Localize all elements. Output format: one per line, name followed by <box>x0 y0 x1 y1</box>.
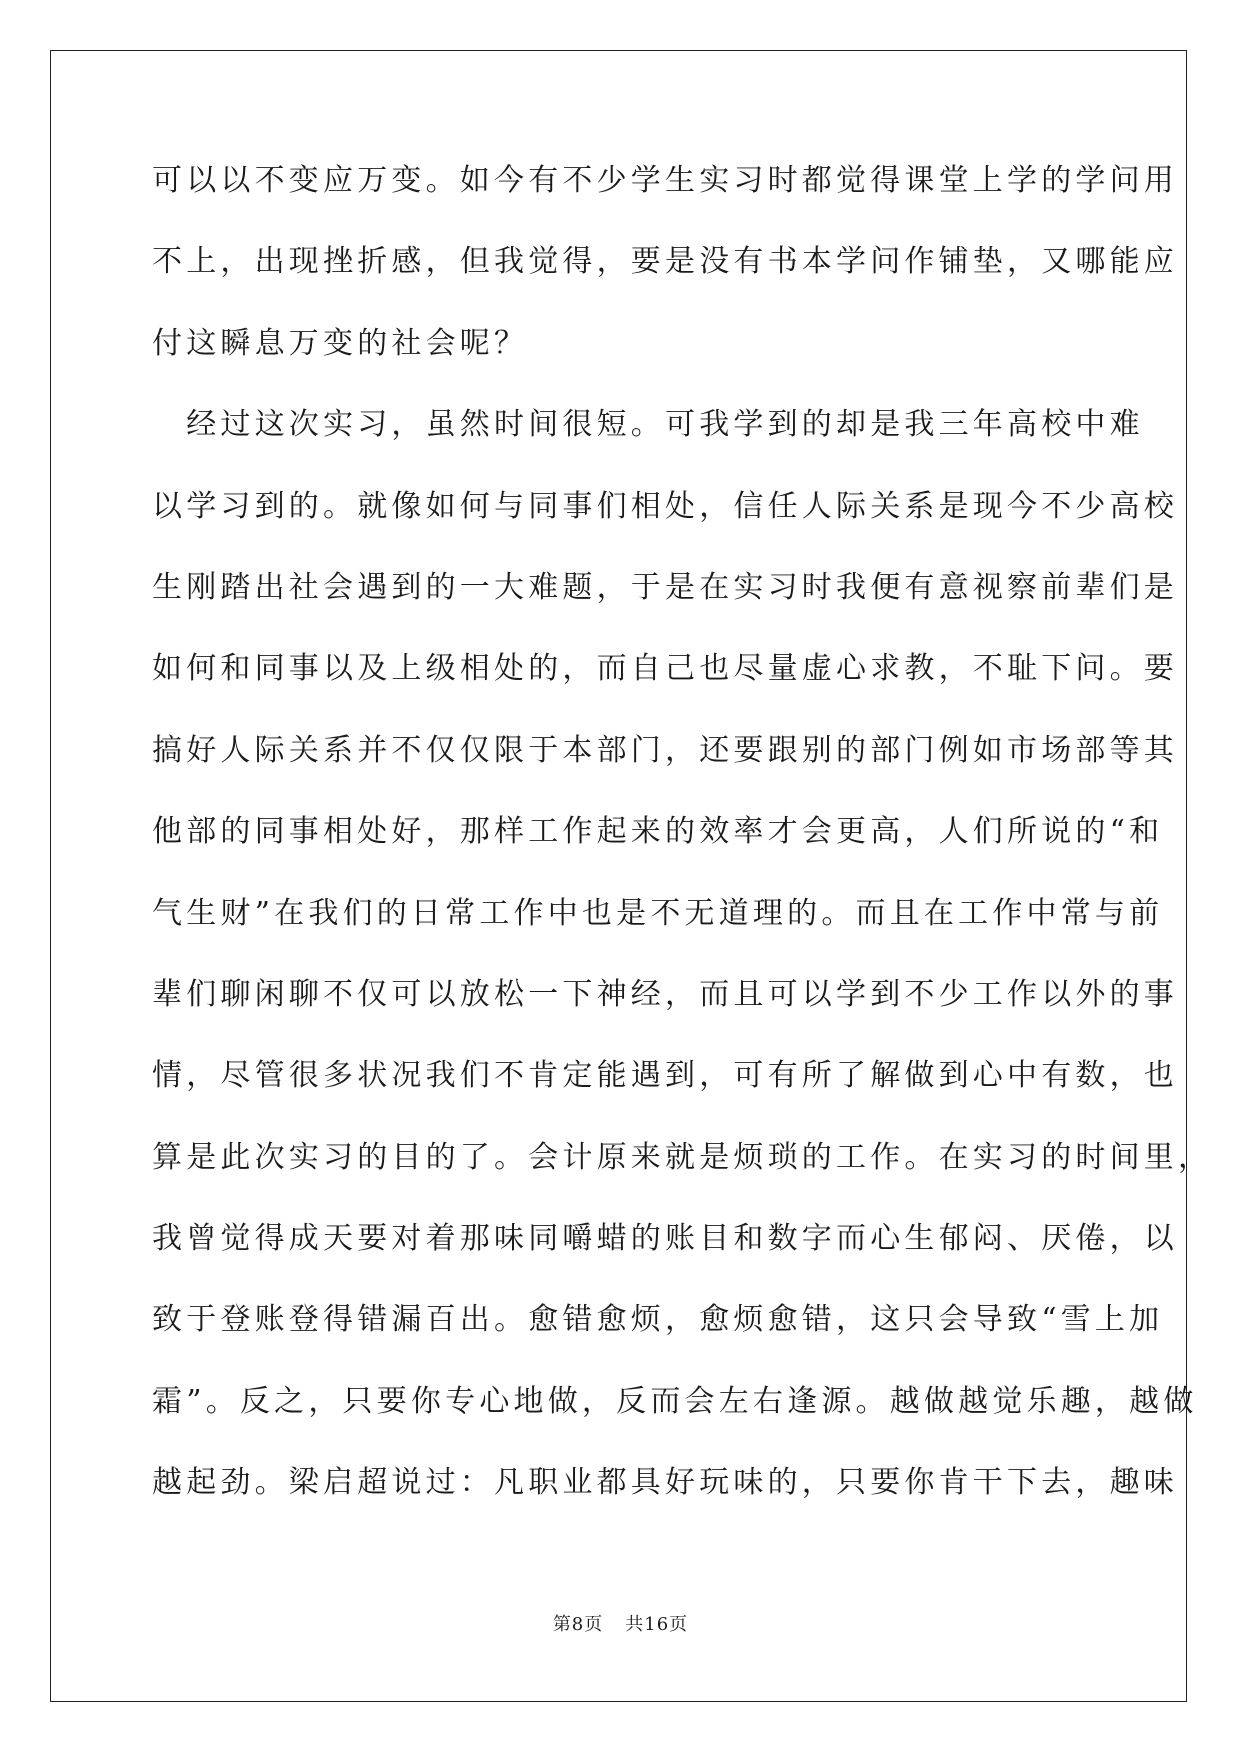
text-line: 生刚踏出社会遇到的一大难题，于是在实习时我便有意视察前辈们是 <box>152 569 1178 605</box>
page-footer <box>0 1610 1241 1636</box>
text-line: 气生财”在我们的日常工作中也是不无道理的。而且在工作中常与前 <box>152 895 1164 931</box>
text-line: 情，尽管很多状况我们不肯定能遇到，可有所了解做到心中有数，也 <box>152 1058 1178 1094</box>
text-line: 以学习到的。就像如何与同事们相处，信任人际关系是现今不少高校 <box>152 488 1178 524</box>
text-line: 不上，出现挫折感，但我觉得，要是没有书本学问作铺垫，又哪能应 <box>152 244 1178 280</box>
text-line: 可以以不变应万变。如今有不少学生实习时都觉得课堂上学的学问用 <box>152 163 1178 198</box>
document-body <box>152 158 1213 1542</box>
text-line: 算是此次实习的目的了。会计原来就是烦琐的工作。在实习的时间里， <box>152 1139 1213 1175</box>
text-line: 霜”。反之，只要你专心地做，反而会左右逢源。越做越觉乐趣，越做 <box>152 1383 1198 1419</box>
text-line: 付这瞬息万变的社会呢？ <box>152 325 529 361</box>
page-number: 第8页 <box>552 1614 604 1635</box>
page-total: 共16页 <box>625 1614 689 1635</box>
text-line: 致于登账登得错漏百出。愈错愈烦，愈烦愈错，这只会导致“雪上加 <box>152 1302 1164 1338</box>
text-line: 如何和同事以及上级相处的，而自己也尽量虚心求教，不耻下问。要 <box>152 651 1178 687</box>
text-line: 经过这次实习，虽然时间很短。可我学到的却是我三年高校中难 <box>152 407 1144 443</box>
text-line: 我曾觉得成天要对着那味同嚼蜡的账目和数字而心生郁闷、厌倦，以 <box>152 1221 1178 1257</box>
text-line: 搞好人际关系并不仅仅限于本部门，还要跟别的部门例如市场部等其 <box>152 732 1178 768</box>
text-line: 越起劲。梁启超说过：凡职业都具好玩味的，只要你肯干下去，趣味 <box>152 1465 1178 1501</box>
text-line: 他部的同事相处好，那样工作起来的效率才会更高，人们所说的“和 <box>152 814 1164 850</box>
text-line: 辈们聊闲聊不仅可以放松一下神经，而且可以学到不少工作以外的事 <box>152 976 1178 1012</box>
